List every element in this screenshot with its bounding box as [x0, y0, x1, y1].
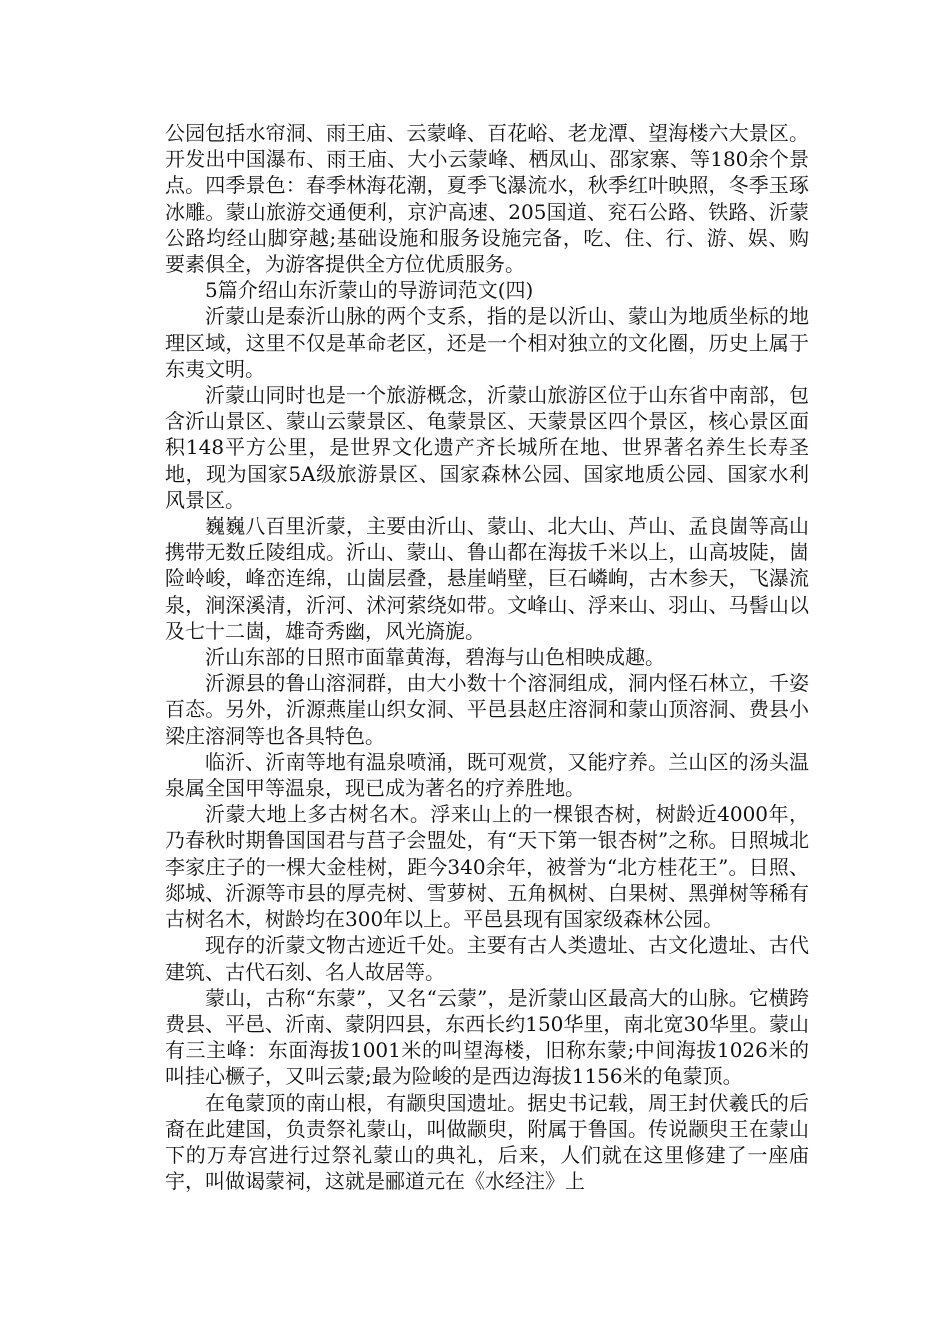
paragraph-5: 沂源县的鲁山溶洞群，由大小数十个溶洞组成，洞内怪石林立，千姿百态。另外，沂源燕崖山织女洞、平邑县赵庄溶洞和蒙山顶溶洞、费县小梁庄溶洞等也各具特色。: [165, 671, 809, 748]
paragraph-2: 沂蒙山同时也是一个旅游概念，沂蒙山旅游区位于山东省中南部，包含沂山景区、蒙山云蒙景区、龟蒙景区、天蒙景区四个景区，核心景区面积148平方公里，是世界文化遗产齐长城所在地、世界著名养生长寿圣地，现为国家5A级旅游景区、国家森林公园、国家地质公园、国家水利风景区。: [165, 383, 809, 512]
paragraph-7: 沂蒙大地上多古树名木。浮来山上的一棵银杏树，树龄近4000年，乃春秋时期鲁国国君与莒子会盟处，有“天下第一银杏树”之称。日照城北李家庄子的一棵大金桂树，距今340余年，被誉为“北方桂花王”。日照、郯城、沂源等市县的厚壳树、雪萝树、五角枫树、白果树、黑弹树等稀有古树名木，树龄均在300年以上。平邑县现有国家级森林公园。: [165, 802, 809, 932]
section-title: 5篇介绍山东沂蒙山的导游词范文(四): [205, 278, 534, 303]
paragraph-10: 在龟蒙顶的南山根，有颛臾国遗址。据史书记载，周王封伏羲氏的后裔在此建国，负责祭礼蒙山，叫做颛臾，附属于鲁国。传说颛臾王在蒙山下的万寿宫进行过祭礼蒙山的典礼，后来，人们就在这里修建了一座庙宇，叫做谒蒙祠，这就是郦道元在《水经注》上: [165, 1090, 809, 1194]
paragraph-4: 沂山东部的日照市面靠黄海，碧海与山色相映成趣。: [205, 645, 665, 670]
paragraph-8: 现存的沂蒙文物古迹近千处。主要有古人类遗址、古文化遗址、古代建筑、古代石刻、名人故居等。: [165, 933, 809, 984]
paragraph-9: 蒙山，古称“东蒙”，又名“云蒙”，是沂蒙山区最高大的山脉。它横跨费县、平邑、沂南、蒙阴四县，东西长约150华里，南北宽30华里。蒙山有三主峰：东面海拔1001米的叫望海楼，旧称东蒙;中间海拔1026米的叫挂心橛子，又叫云蒙;最为险峻的是西边海拔1156米的龟蒙顶。: [165, 985, 809, 1089]
paragraph-6: 临沂、沂南等地有温泉喷涌，既可观赏，又能疗养。兰山区的汤头温泉属全国甲等温泉，现已成为著名的疗养胜地。: [165, 749, 809, 801]
paragraph-1: 沂蒙山是泰沂山脉的两个支系，指的是以沂山、蒙山为地质坐标的地理区域，这里不仅是革命老区，还是一个相对独立的文化圈，历史上属于东夷文明。: [165, 304, 809, 381]
document-page: [165, 120, 809, 1194]
continued-paragraph: 公园包括水帘洞、雨王庙、云蒙峰、百花峪、老龙潭、望海楼六大景区。开发出中国瀑布、雨王庙、大小云蒙峰、栖凤山、邵家寨、等180余个景点。四季景色：春季林海花潮，夏季飞瀑流水，秋季红叶映照，冬季玉琢冰雕。蒙山旅游交通便利，京沪高速、205国道、兖石公路、铁路、沂蒙公路均经山脚穿越;基础设施和服务设施完备，吃、住、行、游、娱、购要素俱全，为游客提供全方位优质服务。: [165, 121, 809, 277]
paragraph-3: 巍巍八百里沂蒙，主要由沂山、蒙山、北大山、芦山、孟良崮等高山携带无数丘陵组成。沂山、蒙山、鲁山都在海拔千米以上，山高坡陡，崮险岭峻，峰峦连绵，山崮层叠，悬崖峭壁，巨石嶙峋，古木参天，飞瀑流泉，涧深溪清，沂河、沭河萦绕如带。文峰山、浮来山、羽山、马髻山以及七十二崮，雄奇秀幽，风光旖旎。: [165, 514, 809, 643]
